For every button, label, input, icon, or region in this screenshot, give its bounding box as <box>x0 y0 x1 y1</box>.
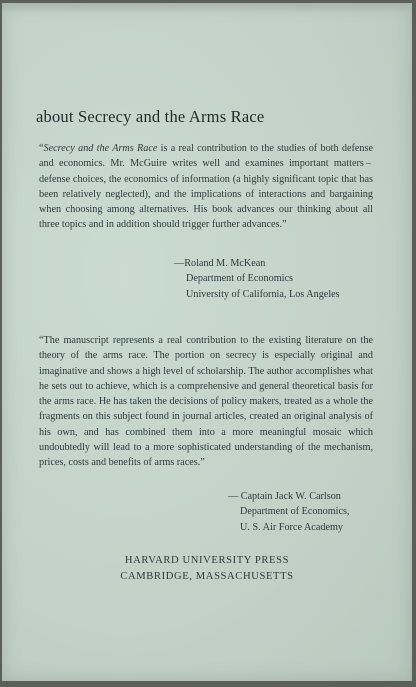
review-1-open-quote: “ <box>39 143 44 154</box>
publisher-name: HARVARD UNIVERSITY PRESS <box>124 555 290 566</box>
review-1-book-title: Secrecy and the Arms Race <box>43 143 158 154</box>
publisher-location: CAMBRIDGE, MASSACHUSETTS <box>120 571 294 582</box>
review-quote-2: “The manuscript represents a real contribution to the existing literature on the theory of the arms race. The portion on secrecy is especially original and imaginative and shows a high level of scholarship. The author accomplishes what he sets out to achieve, which is a comprehensive and general theoretical basis for the arms race. He has taken the decisions of policy makers, treated as a whole the fragments on this subject found in journal articles, created an original analysis of his own, and has combined them into a more meaningful mosaic which undoubtedly will lead to a more sophisticated understanding of the mechanism, prices, costs and benefits of arms races.” <box>39 335 373 469</box>
review-1-signature <box>174 256 340 302</box>
review-1-body: is a real contribution to the studies of both defense and economics. Mr. McGuire writes well and examines important matters – defense choices, the economics of information (a highly significant topic that has been relatively neglected), and the implications of interactions and bargaining when choosing among alternatives. His book advances our thinking about all three topics and in addition should trigger further advances.” <box>39 143 373 231</box>
book-back-cover <box>2 3 412 681</box>
cover-edge-wear <box>2 3 412 13</box>
review-quote-1 <box>39 141 373 233</box>
review-1-institution: University of California, Los Angeles <box>186 288 340 300</box>
review-2-department: Department of Economics, <box>240 506 350 518</box>
review-1-department: Department of Economics <box>186 273 293 285</box>
review-2-signature <box>228 489 349 535</box>
review-2-author: — Captain Jack W. Carlson <box>228 491 341 502</box>
review-2-institution: U. S. Air Force Academy <box>240 521 343 533</box>
publisher-imprint <box>2 553 412 585</box>
review-1-author: —Roland M. McKean <box>174 258 266 269</box>
back-cover-heading: about Secrecy and the Arms Race <box>36 107 265 126</box>
